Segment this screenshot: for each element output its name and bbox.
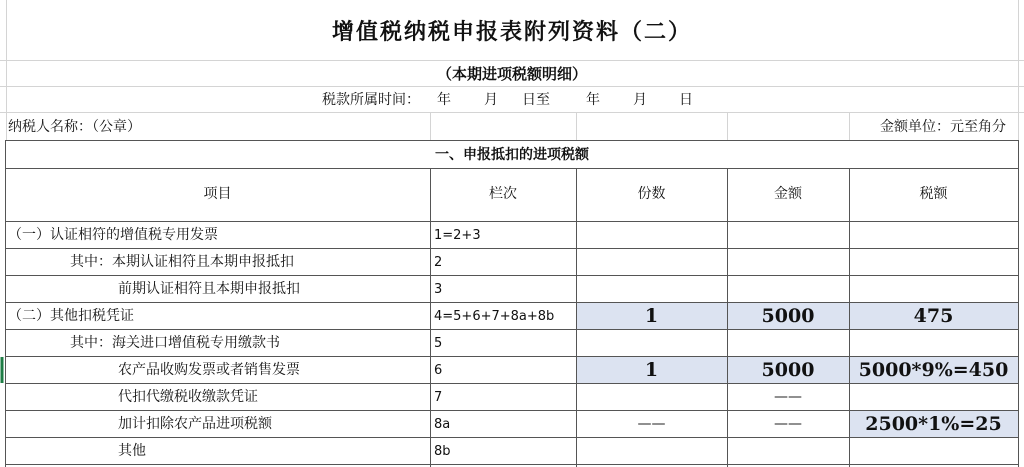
row-8b-item: 其他 (118, 443, 146, 459)
row-5-line: 5 (434, 336, 443, 351)
amount-unit-label: 金额单位：元至角分 (880, 119, 1006, 135)
row-6-copies[interactable]: 1 (644, 359, 659, 381)
header-copies: 份数 (637, 186, 666, 202)
period-month-end: 月 (633, 92, 647, 108)
period-year-start: 年 (437, 92, 451, 108)
row-7-line: 7 (434, 390, 443, 405)
row-4-item: （二）其他扣税凭证 (8, 308, 134, 324)
period-day-to: 日至 (522, 92, 550, 108)
row-4-line: 4=5+6+7+8a+8b (434, 309, 555, 324)
row-4-copies[interactable]: 1 (644, 305, 659, 327)
period-label: 税款所属时间： (322, 92, 420, 108)
header-line: 栏次 (489, 186, 517, 202)
section-title: 一、申报抵扣的进项税额 (435, 147, 589, 163)
period-month-start: 月 (484, 92, 498, 108)
row-8b-line: 8b (434, 444, 451, 459)
row-8a-tax[interactable]: 2500*1%=25 (865, 413, 1002, 435)
row-4-amount[interactable]: 5000 (761, 305, 815, 327)
row-5-item: 其中：海关进口增值税专用缴款书 (70, 335, 280, 351)
row-6-amount[interactable]: 5000 (761, 359, 815, 381)
row-6-item: 农产品收购发票或者销售发票 (118, 362, 300, 378)
row-6-tax[interactable]: 5000*9%=450 (858, 359, 1009, 381)
header-amount: 金额 (774, 186, 802, 202)
row-1-item: （一）认证相符的增值税专用发票 (8, 227, 218, 243)
row-3-line: 3 (434, 282, 443, 297)
header-tax: 税额 (919, 186, 948, 202)
row-7-item: 代扣代缴税收缴款凭证 (118, 389, 258, 405)
header-item: 项目 (203, 186, 232, 202)
row-8a-amount[interactable]: —— (774, 416, 802, 432)
row-4-tax[interactable]: 475 (913, 305, 954, 327)
row-8a-item: 加计扣除农产品进项税额 (118, 416, 272, 432)
taxpayer-name-label: 纳税人名称：（公章） (8, 119, 141, 135)
form-title: 增值税纳税申报表附列资料（二） (331, 20, 692, 45)
form-subtitle: （本期进项税额明细） (436, 65, 587, 83)
row-2-line: 2 (434, 255, 443, 270)
row-1-line: 1=2+3 (434, 228, 481, 243)
period-year-end: 年 (586, 92, 600, 108)
row-6-line: 6 (434, 363, 443, 378)
row-7-amount[interactable]: —— (774, 389, 802, 405)
row-2-item: 其中：本期认证相符且本期申报抵扣 (70, 254, 294, 270)
row-8a-line: 8a (434, 417, 451, 432)
period-day-end: 日 (679, 92, 693, 108)
row-8a-copies[interactable]: —— (637, 416, 666, 432)
row-3-item: 前期认证相符且本期申报抵扣 (118, 281, 300, 297)
